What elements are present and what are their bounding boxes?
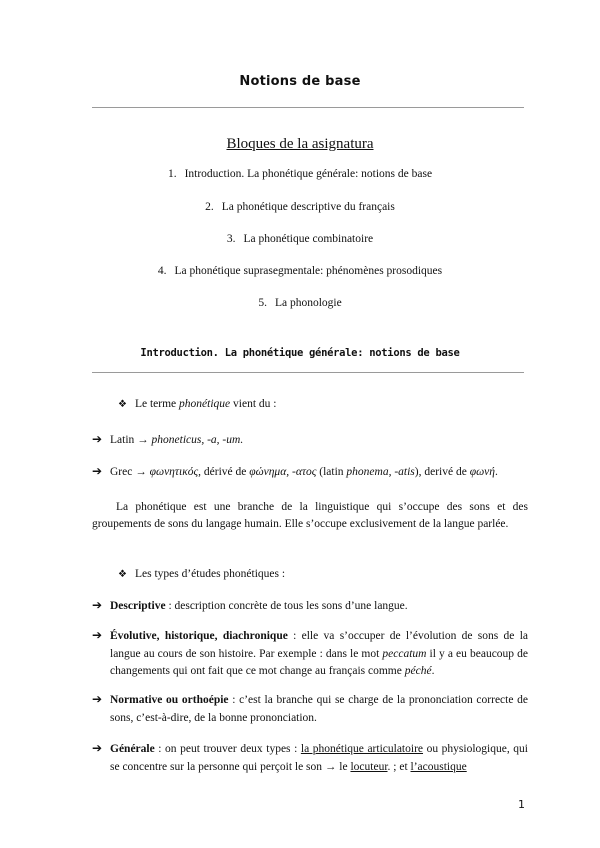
type-generale: Générale : on peut trouver deux types : la phonétique articulatoire ou physiologique, qui se concentre sur la personne qui perçoit le son → le locuteur. ; et l’acoustique [110, 743, 528, 773]
etymology-greek: Grec → φωνητικός, dérivé de φώνημα, -ατος (latin phonema, -atis), derivé de φωνή. [110, 466, 498, 478]
toc-item: 2. La phonétique descriptive du français [205, 201, 395, 213]
section-divider [92, 372, 524, 373]
type-evolutive: Évolutive, historique, diachronique : elle va s’occuper de l’évolution de sons de la langue au cours de son histoire. Par exemple : dans le mot peccatum il y a eu beaucoup de changements qui ont fait que ce mot change au français comme péché. [110, 630, 528, 677]
arrow-icon: ➔ [92, 628, 103, 642]
bullet-types-intro: ❖ Les types d’études phonétiques : [118, 568, 286, 580]
type-normative: Normative ou orthoépie : c’est la branche qui se charge de la prononciation correcte de sons, c’est-à-dire, de la bonne prononciation. [110, 694, 528, 724]
diamond-bullet-icon: ❖ [118, 399, 127, 410]
diamond-bullet-icon: ❖ [118, 569, 127, 580]
title-divider [92, 107, 524, 108]
arrow-icon: ➔ [92, 432, 103, 446]
definition-paragraph: La phonétique est une branche de la linguistique qui s’occupe des sons et des groupements de sons du langage humain. Elle s’occupe exclusivement de la langue parlée. [92, 501, 528, 530]
page-number: 1 [518, 798, 525, 811]
toc-item: 3. La phonétique combinatoire [226, 233, 374, 245]
toc-item: 4. La phonétique suprasegmentale: phénomènes prosodiques [157, 265, 443, 277]
subtitle: Bloques de la asignatura [226, 136, 374, 152]
toc-item: 1. Introduction. La phonétique générale: notions de base [167, 168, 433, 180]
section-title: Introduction. La phonétique générale: notions de base [140, 347, 460, 359]
arrow-icon: ➔ [92, 598, 103, 612]
etymology-latin: Latin → phoneticus, -a, -um. [110, 434, 244, 446]
page-title: Notions de base [239, 74, 361, 89]
arrow-icon: ➔ [92, 692, 103, 706]
arrow-icon: ➔ [92, 464, 103, 478]
bullet-term-origin: ❖ Le terme phonétique vient du : [118, 398, 277, 410]
toc-item: 5. La phonologie [258, 297, 342, 309]
type-descriptive: Descriptive : description concrète de tous les sons d’une langue. [110, 600, 408, 612]
arrow-icon: ➔ [92, 741, 103, 755]
